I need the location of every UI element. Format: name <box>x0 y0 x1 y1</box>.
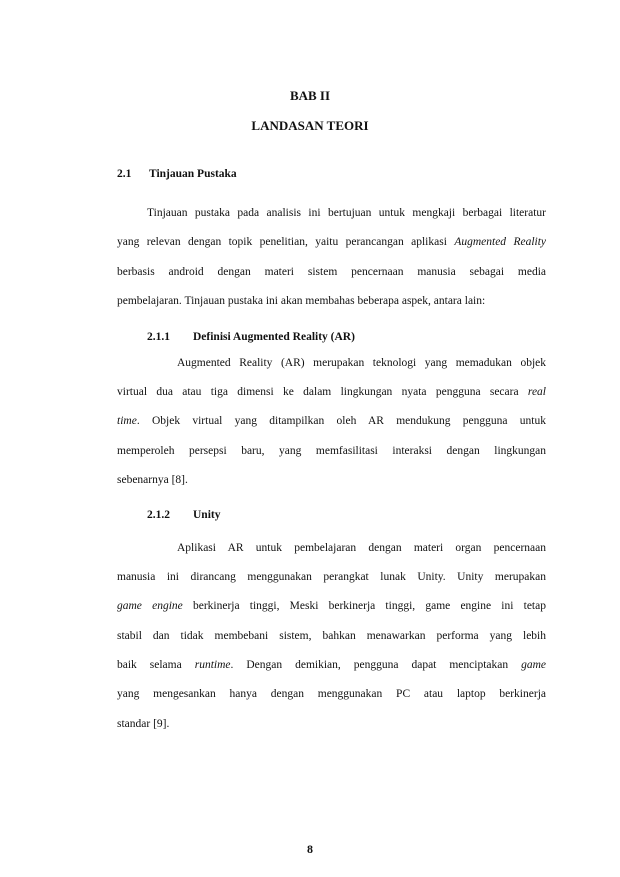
section-title: Unity <box>193 509 221 521</box>
section-title: Tinjauan Pustaka <box>149 168 237 180</box>
paragraph-line: sebenarnya [8]. <box>117 474 188 486</box>
paragraph-line: stabil dan tidak membebani sistem, bahkan menawarkan performa yang lebih <box>117 630 546 642</box>
section-heading-2-1-1 <box>147 331 355 343</box>
paragraph-line: Tinjauan pustaka pada analisis ini bertujuan untuk mengkaji berbagai literatur <box>147 207 546 219</box>
emphasis-text: runtime <box>194 659 231 671</box>
paragraph-line: yang mengesankan hanya dengan menggunakan PC atau laptop berkinerja <box>117 688 546 700</box>
section-number: 2.1 <box>117 168 132 180</box>
paragraph-line: yang relevan dengan topik penelitian, yaitu perancangan aplikasi Augmented Reality <box>117 236 547 248</box>
paragraph-line: standar [9]. <box>117 718 170 730</box>
section-number: 2.1.1 <box>147 331 170 343</box>
emphasis-text: game engine <box>117 600 183 612</box>
emphasis-text: game <box>521 659 547 671</box>
paragraph-line: berbasis android dengan materi sistem pencernaan manusia sebagai media <box>117 266 546 278</box>
chapter-title: LANDASAN TEORI <box>251 118 369 133</box>
paragraph-line: baik selama runtime. Dengan demikian, pengguna dapat menciptakan game <box>117 659 547 671</box>
page-number: 8 <box>307 842 313 856</box>
paragraph-line: manusia ini dirancang menggunakan perangkat lunak Unity. Unity merupakan <box>117 571 546 583</box>
paragraph-line: pembelajaran. Tinjauan pustaka ini akan membahas beberapa aspek, antara lain: <box>117 295 486 307</box>
paragraph-line: memperoleh persepsi baru, yang memfasilitasi interaksi dengan lingkungan <box>117 445 546 457</box>
emphasis-text: Augmented Reality <box>454 236 547 248</box>
paragraph-line: Augmented Reality (AR) merupakan teknologi yang memadukan objek <box>177 357 546 369</box>
paragraph-line: game engine berkinerja tinggi, Meski berkinerja tinggi, game engine ini tetap <box>117 600 546 612</box>
chapter-number: BAB II <box>289 88 331 103</box>
paragraph-line: Aplikasi AR untuk pembelajaran dengan materi organ pencernaan <box>177 542 546 554</box>
paragraph-line: time. Objek virtual yang ditampilkan oleh AR mendukung pengguna untuk <box>117 415 546 427</box>
section-heading-2-1-2 <box>147 509 220 521</box>
emphasis-text: time <box>117 415 137 427</box>
section-number: 2.1.2 <box>147 509 170 521</box>
paragraph-line: virtual dua atau tiga dimensi ke dalam lingkungan nyata pengguna secara real <box>117 386 546 398</box>
emphasis-text: real <box>527 386 546 398</box>
section-heading-2-1 <box>117 168 237 180</box>
section-title: Definisi Augmented Reality (AR) <box>193 331 355 343</box>
